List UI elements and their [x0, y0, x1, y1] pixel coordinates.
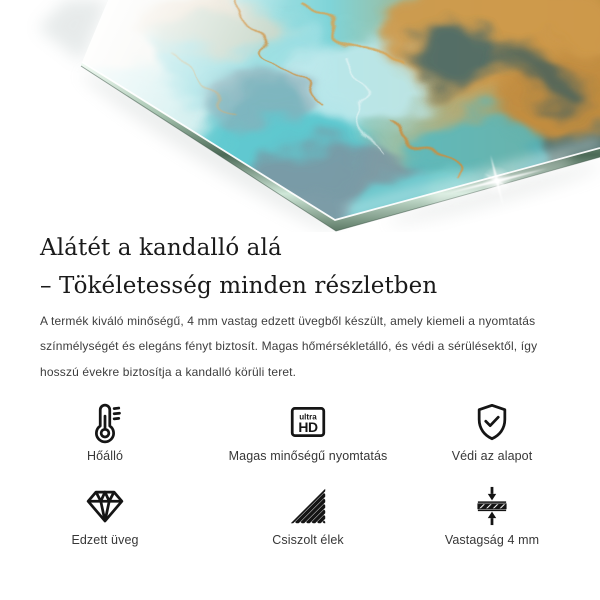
feature-high-quality-print	[208, 400, 408, 480]
product-image	[0, 0, 600, 232]
body-text-line: hosszú évekre biztosítja a kandalló körüli teret.	[40, 364, 297, 379]
thickness-4mm-icon	[470, 484, 514, 528]
heading-line-2: – Tökéletesség minden részletben	[40, 273, 438, 299]
feature-label: Magas minőségű nyomtatás	[228, 449, 388, 463]
feature-polished-edges	[208, 484, 408, 564]
thermometer-icon	[83, 400, 127, 444]
feature-tempered-glass	[5, 484, 205, 564]
feature-label: Hőálló	[86, 449, 124, 463]
feature-label: Csiszolt élek	[272, 533, 344, 547]
shield-check-icon	[470, 400, 514, 444]
body-text-line: színmélységét és elegáns fényt biztosít. Magas hőmérsékletálló, és védi a sérülésektől, így	[40, 339, 538, 354]
polished-edges-icon	[286, 484, 330, 528]
heading-line-1: Alátét a kandalló alá	[40, 235, 282, 261]
feature-protects-base	[392, 400, 592, 480]
section-heading	[40, 229, 570, 305]
feature-label: Edzett üveg	[71, 533, 139, 547]
ultra-hd-icon-text-bottom: HD	[298, 418, 318, 435]
ultra-hd-icon	[286, 400, 330, 444]
feature-label: Védi az alapot	[451, 449, 533, 463]
feature-thickness-4mm	[392, 484, 592, 564]
feature-heat-resistant	[5, 400, 205, 480]
ultra-hd-icon-text-top: ultra	[299, 412, 317, 422]
body-text-line: A termék kiváló minőségű, 4 mm vastag edzett üvegből készült, amely kiemeli a nyomtatás	[40, 314, 536, 328]
diamond-icon	[83, 484, 127, 528]
description-paragraph	[40, 309, 600, 385]
feature-label: Vastagság 4 mm	[444, 533, 540, 547]
